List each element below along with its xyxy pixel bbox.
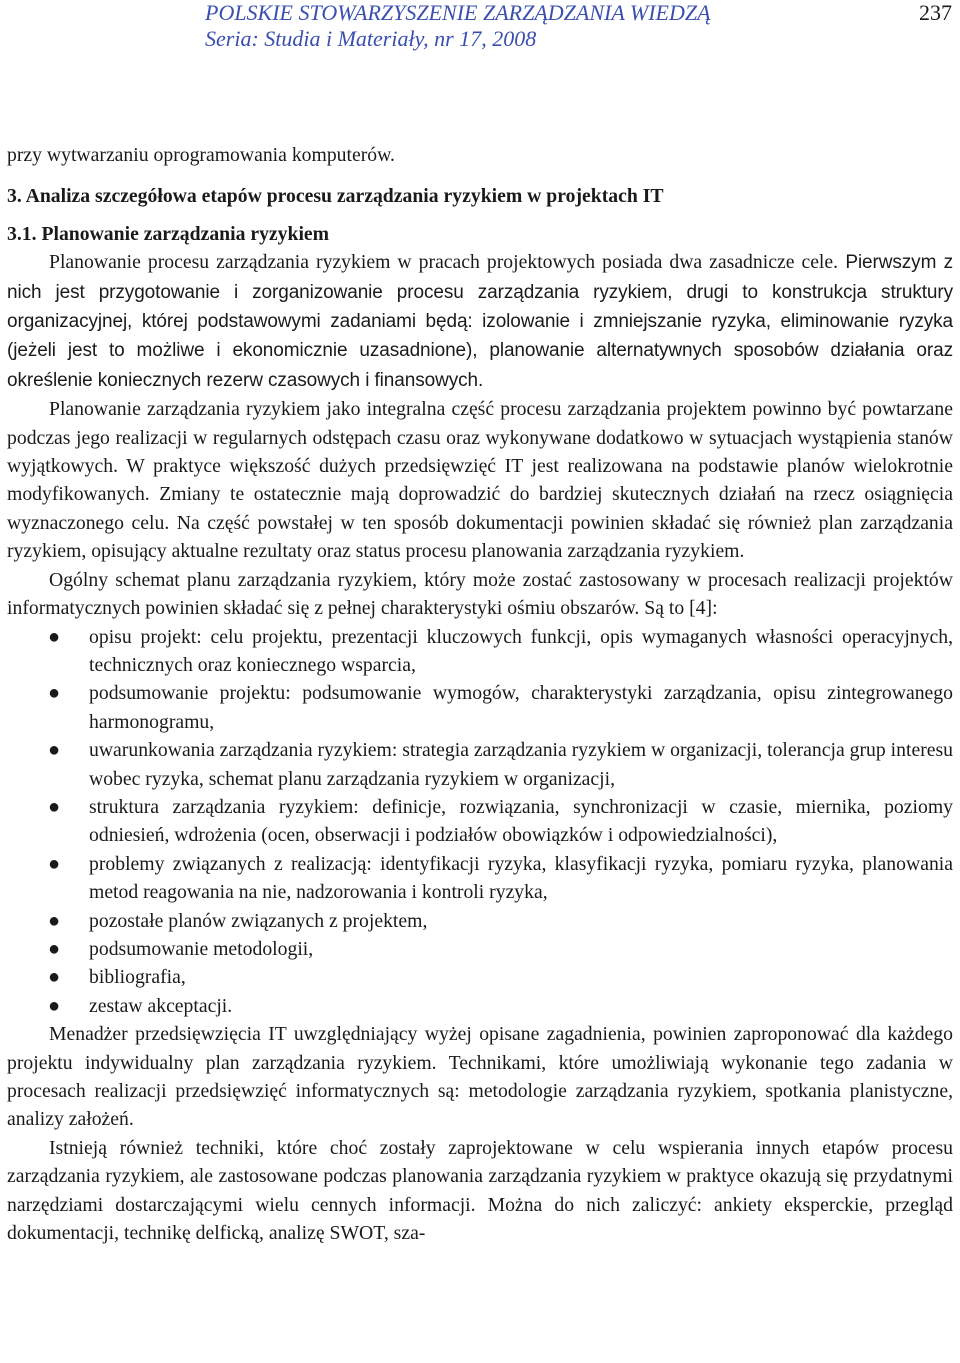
series-info: Seria: Studia i Materiały, nr 17, 2008 — [205, 26, 537, 51]
list-item: ● podsumowanie metodologii, — [7, 935, 953, 963]
paragraph-1 — [7, 248, 953, 395]
bullet-icon: ● — [48, 682, 61, 705]
running-header — [0, 0, 960, 52]
paragraph-3: Ogólny schemat planu zarządzania ryzykiem, który może zostać zastosowany w procesach realizacji projektów informatycznych powinien składać się z pełnej charakterystyki ośmiu obszarów. Są to [4]: — [7, 568, 953, 620]
bullet-icon: ● — [48, 937, 61, 960]
subsection-heading: 3.1. Planowanie zarządzania ryzykiem — [7, 222, 330, 245]
bullet-icon: ● — [48, 852, 61, 875]
page-body — [7, 141, 953, 1247]
bullet-icon: ● — [48, 795, 61, 818]
paragraph-5: Istnieją również techniki, które choć zostały zaprojektowane w celu wspierania innych etapów procesu zarządzania ryzykiem, ale zastosowane podczas planowania zarządzania ryzykiem w praktyce okazują się przydatnymi narzędziami dostarczającymi wielu cennych informacji. Można do nich zaliczyć: ankiety eksperckie, przegląd dokumentacji, technikę delficką, analizę SWOT, sza- — [7, 1136, 953, 1245]
list-item: ● bibliografia, — [7, 963, 953, 991]
plan-areas-list — [7, 623, 953, 1021]
paragraph-2: Planowanie zarządzania ryzykiem jako integralna część procesu zarządzania projektem powinno być powtarzane podczas jego realizacji w regularnych odstępach czasu oraz wykonywane dodatkowo w sytuacjach wystąpienia stanów wyjątkowych. W praktyce większość dużych przedsięwzięć IT jest realizowana na podstawie planów wielokrotnie modyfikowanych. Zmiany te ostatecznie mają doprowadzić do bardziej skutecznych działań na rzecz osiągnięcia wyznaczonego celu. Na część powstałej w ten sposób dokumentacji powinien składać się również plan zarządzania ryzykiem, opisujący aktualne rezultaty oraz status procesu planowania zarządzania ryzykiem. — [7, 398, 953, 563]
journal-title: POLSKIE STOWARZYSZENIE ZARZĄDZANIA WIEDZĄ — [205, 0, 711, 25]
bullet-icon: ● — [48, 625, 61, 648]
bullet-icon: ● — [48, 994, 61, 1017]
list-item: ● pozostałe planów związanych z projektem, — [7, 907, 953, 935]
list-item: ● zestaw akceptacji. — [7, 992, 953, 1020]
list-item: ● opisu projekt: celu projektu, prezentacji kluczowych funkcji, opis wymaganych własności operacyjnych, technicznych oraz koniecznego wsparcia, — [7, 623, 953, 680]
bullet-icon: ● — [48, 909, 61, 932]
page-number: 237 — [919, 0, 952, 25]
list-item: ● uwarunkowania zarządzania ryzykiem: strategia zarządzania ryzykiem w organizacji, tolerancja grup interesu wobec ryzyka, schemat planu zarządzania ryzykiem w organizacji, — [7, 736, 953, 793]
paragraph-1-sans: Pierwszym z nich jest przygotowanie i zorganizowanie procesu zarządzania ryzykiem, drugi to konstrukcja struktury organizacyjnej, której podstawowymi zadaniami będą: izolowanie i zmniejszanie ryzyka, eliminowanie ryzyka (jeżeli jest to możliwe i ekonomicznie uzasadnione), planowanie alternatywnych sposobów działania oraz określenie koniecznych rezerw czasowych i finansowych. — [7, 252, 953, 391]
bullet-icon: ● — [48, 966, 61, 989]
paragraph-1-serif: Planowanie procesu zarządzania ryzykiem w pracach projektowych posiada dwa zasadnicze cele. — [49, 251, 839, 274]
bullet-icon: ● — [48, 739, 61, 762]
intro-line: przy wytwarzaniu oprogramowania komputerów. — [7, 144, 395, 166]
paragraph-4: Menadżer przedsięwzięcia IT uwzględniający wyżej opisane zagadnienia, powinien zaproponować dla każdego projektu indywidualny plan zarządzania ryzykiem. Technikami, które umożliwiają wykonanie tego zadania w procesach realizacji przedsięwzięć informatycznych są: metodologie zarządzania ryzykiem, spotkania planistyczne, analizy założeń. — [7, 1023, 953, 1131]
list-item: ● podsumowanie projektu: podsumowanie wymogów, charakterystyki zarządzania, opisu zintegrowanego harmonogramu, — [7, 679, 953, 736]
list-item: ● problemy związanych z realizacją: identyfikacji ryzyka, klasyfikacji ryzyka, pomiaru ryzyka, planowania metod reagowania na nie, nadzorowania i kontroli ryzyka, — [7, 850, 953, 907]
section-heading: 3. Analiza szczegółowa etapów procesu zarządzania ryzykiem w projektach IT — [7, 185, 664, 208]
list-item: ● struktura zarządzania ryzykiem: definicje, rozwiązania, synchronizacji w czasie, miernika, poziomy odniesień, wdrożenia (ocen, obserwacji i podziałów obowiązków i odpowiedzialności), — [7, 793, 953, 850]
